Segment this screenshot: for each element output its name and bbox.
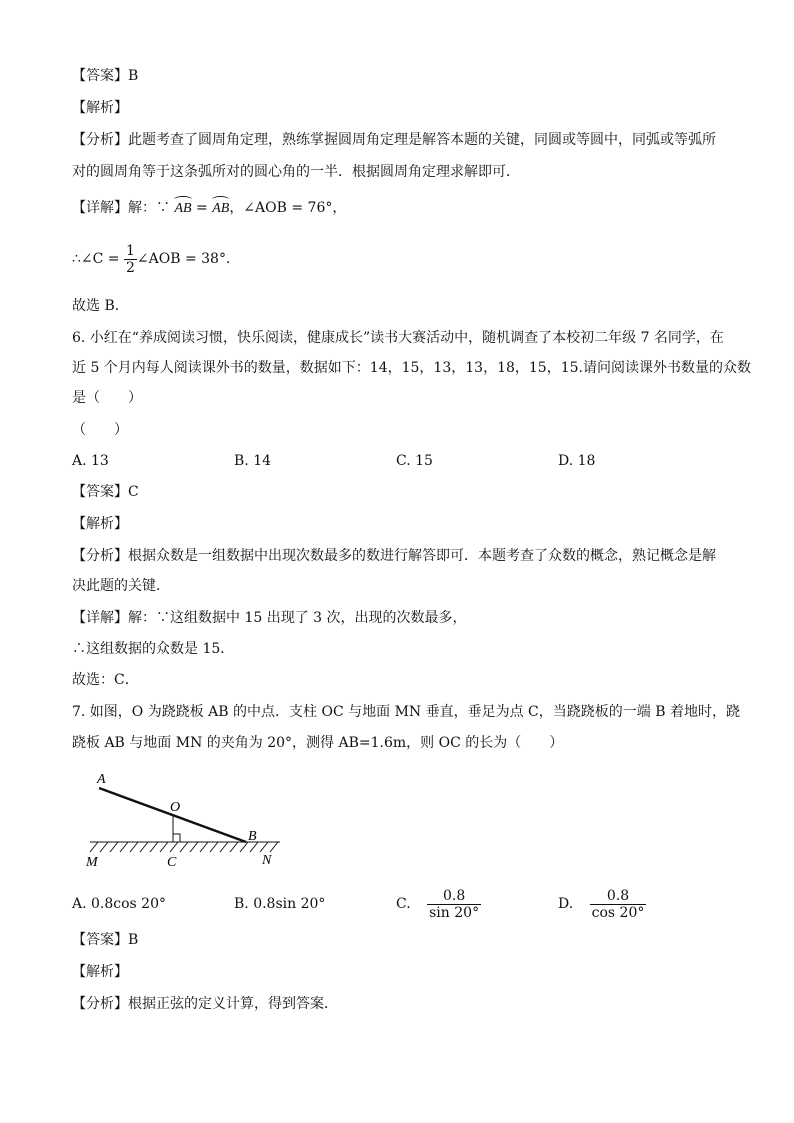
q6-fenxi-line1 [72, 546, 716, 566]
fraction-denominator: 2 [125, 259, 135, 276]
answer-value: B [128, 932, 139, 948]
answer-tag: 【答案】 [72, 932, 128, 948]
q5-therefore-line [72, 242, 240, 276]
fenxi-text: 根据众数是一组数据中出现次数最多的数进行解答即可．本题考查了众数的概念，熟记概念是解 [128, 548, 716, 564]
analysis-tag: 【解析】 [72, 100, 128, 116]
q5-fenxi-line1 [72, 130, 716, 150]
q6-stem-line2 [72, 358, 751, 378]
q7-option-d [558, 884, 646, 924]
q7-analysis-heading [72, 962, 128, 982]
q6-answer-line [72, 482, 139, 502]
q5-fenxi-line2 [72, 162, 520, 182]
stem-text: 是（ ） [72, 390, 142, 406]
label-o: O [170, 800, 181, 815]
label-n: N [262, 853, 272, 868]
seesaw-figure [80, 766, 290, 876]
fenxi-text: 决此题的关键． [72, 578, 170, 594]
label-a: A [97, 772, 106, 787]
q7-stem-line1 [72, 702, 740, 722]
choose-text: 故选：C． [72, 672, 139, 688]
detail-tag: 【详解】 [72, 200, 128, 216]
answer-tag: 【答案】 [72, 484, 128, 500]
fenxi-tag: 【分析】 [72, 996, 128, 1012]
option-letter: D. [558, 896, 574, 912]
q7-option-c [396, 884, 481, 924]
detail-prefix: 解：∵ [128, 200, 175, 216]
fenxi-text: 根据正弦的定义计算，得到答案． [128, 996, 338, 1012]
detail-text: 解：∵这组数据中 15 出现了 3 次，出现的次数最多， [128, 610, 467, 626]
detail-rest: ，∠AOB = 76°， [229, 200, 347, 216]
fraction-denominator: sin 20° [429, 904, 480, 921]
fraction-numerator: 0.8 [590, 888, 647, 905]
right-angle-mark [173, 834, 180, 842]
analysis-tag: 【解析】 [72, 964, 128, 980]
q6-stem-line1 [72, 328, 724, 348]
q7-option-a: A. 0.8cos 20° [72, 896, 166, 912]
detail-text: ∴这组数据的众数是 15． [72, 641, 235, 657]
therefore-text: ∴∠C = [72, 251, 124, 267]
stem-text: 7. 如图，O 为跷跷板 AB 的中点．支柱 OC 与地面 MN 垂直，垂足为点 C，当跷跷板的一端 B 着地时，跷 [72, 704, 740, 720]
q6-stem-line4 [72, 420, 128, 440]
label-c: C [167, 855, 177, 870]
fenxi-text: 此题考查了圆周角定理，熟练掌握圆周角定理是解答本题的关键，同圆或等圆中，同弧或等弧所 [128, 132, 716, 148]
stem-text: （ ） [72, 422, 128, 438]
q6-option-b: B. 14 [234, 453, 272, 469]
q6-analysis-heading [72, 514, 128, 534]
q7-fenxi-line1 [72, 994, 338, 1014]
q7-stem-line2 [72, 733, 563, 753]
fraction-numerator: 0.8 [427, 888, 481, 905]
stem-text: 跷板 AB 与地面 MN 的夹角为 20°，测得 AB=1.6m，则 OC 的长为（ ） [72, 735, 564, 751]
arc-ab-right: AB [212, 199, 229, 219]
q5-answer-line [72, 66, 138, 86]
equals-sign: = [191, 200, 213, 216]
fenxi-text: 对的圆周角等于这条弧所对的圆心角的一半．根据圆周角定理求解即可． [72, 164, 520, 180]
choose-text: 故选 B． [72, 298, 129, 314]
detail-tag: 【详解】 [72, 610, 128, 626]
fenxi-tag: 【分析】 [72, 548, 128, 564]
q6-stem-line3 [72, 388, 142, 408]
q6-detail-line1 [72, 608, 467, 628]
q6-fenxi-line2 [72, 576, 170, 596]
answer-value: C [128, 484, 139, 500]
stem-text: 近 5 个月内每人阅读课外书的数量，数据如下：14，15，13，13，18，15，15.请问阅读课外书数量的众数 [72, 360, 751, 376]
answer-tag: 【答案】 [72, 68, 128, 84]
label-b: B [248, 829, 257, 844]
fraction-numerator: 1 [125, 242, 135, 259]
q6-option-d: D. 18 [558, 453, 596, 469]
fraction-denominator: cos 20° [591, 904, 645, 921]
q5-analysis-heading [72, 98, 128, 118]
q5-detail-line [72, 198, 346, 219]
one-half-fraction [124, 243, 137, 276]
fenxi-tag: 【分析】 [72, 132, 128, 148]
q5-choose-line [72, 296, 129, 316]
option-letter: C. [396, 896, 411, 912]
q6-choose-line [72, 670, 139, 690]
arc-ab-left: AB [174, 199, 191, 219]
answer-value: B [128, 68, 139, 84]
q7-option-b: B. 0.8sin 20° [234, 896, 326, 912]
q6-detail-line2 [72, 639, 234, 659]
conclusion-text: ∠AOB = 38°． [136, 251, 240, 267]
q6-option-c: C. 15 [396, 453, 433, 469]
option-d-fraction [590, 888, 647, 921]
stem-text: 6. 小红在“养成阅读习惯，快乐阅读，健康成长”读书大赛活动中，随机调查了本校初二年级 7 名同学，在 [72, 330, 724, 346]
q7-answer-line [72, 930, 138, 950]
q6-option-a: A. 13 [72, 453, 109, 469]
option-c-fraction [427, 888, 481, 921]
label-m: M [86, 855, 98, 870]
analysis-tag: 【解析】 [72, 516, 128, 532]
